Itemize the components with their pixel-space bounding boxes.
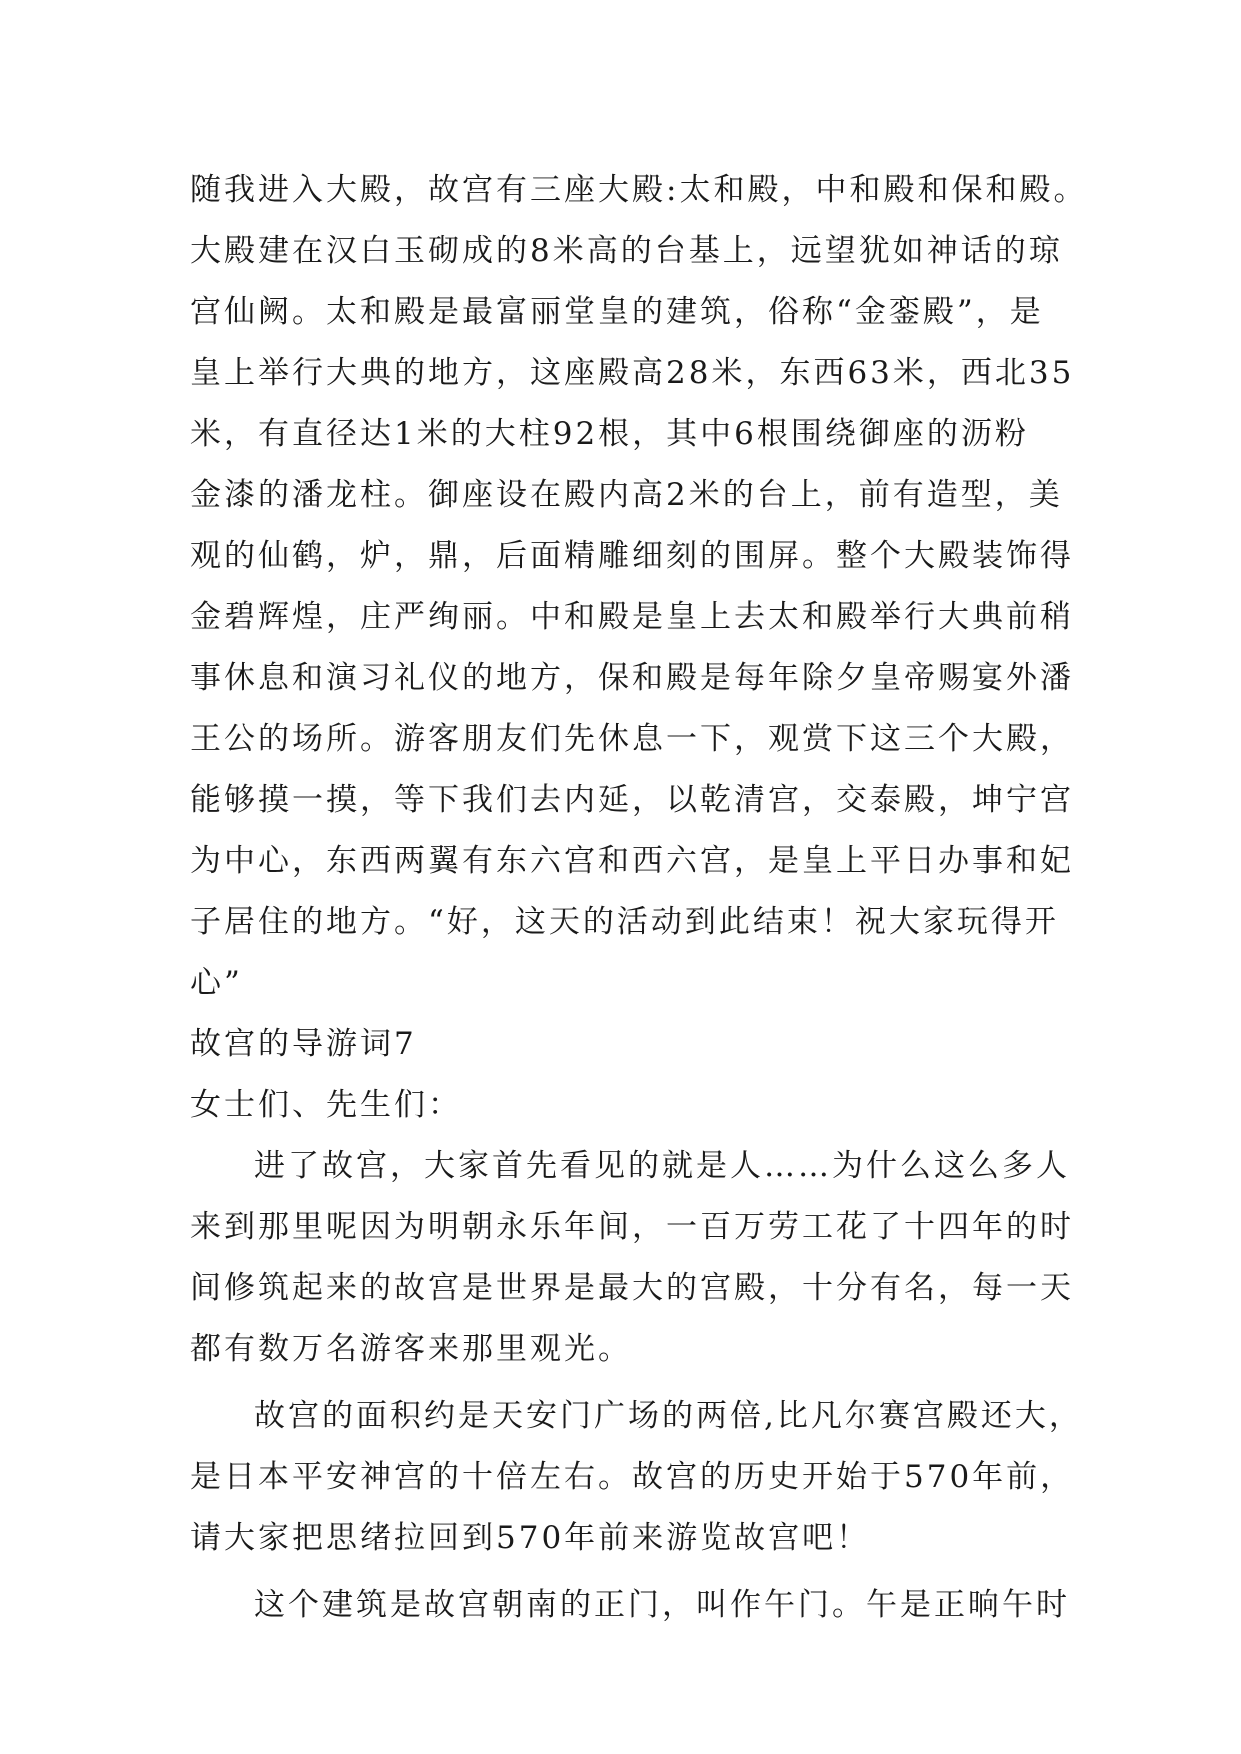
text-line: 间修筑起来的故宫是世界是最大的宫殿，十分有名，每一天 — [190, 1270, 1074, 1306]
text-line: 观的仙鹤，炉，鼎，后面精雕细刻的围屏。整个大殿装饰得 — [190, 538, 1074, 574]
text-line: 是日本平安神宫的十倍左右。故宫的历史开始于570年前， — [190, 1459, 1075, 1495]
document-body — [190, 160, 1088, 1636]
paragraph-visitors — [190, 1136, 1074, 1380]
text-line: 事休息和演习礼仪的地方，保和殿是每年除夕皇帝赐宴外潘 — [190, 660, 1074, 696]
paragraph-meridian-gate — [190, 1575, 1070, 1636]
text-line: 子居住的地方。“好，这天的活动到此结束！祝大家玩得开 — [190, 904, 1059, 940]
text-line: 故宫的面积约是天安门广场的两倍,比凡尔赛宫殿还大， — [254, 1398, 1083, 1434]
text-line: 进了故宫，大家首先看见的就是人……为什么这么多人 — [254, 1148, 1070, 1184]
text-line: 米，有直径达1米的大柱92根，其中6根围绕御座的沥粉 — [190, 416, 1029, 452]
text-line: 心” — [190, 965, 243, 1001]
text-line: 来到那里呢因为明朝永乐年间，一百万劳工花了十四年的时 — [190, 1209, 1074, 1245]
text-line: 能够摸一摸，等下我们去内延，以乾清宫，交泰殿，坤宁宫 — [190, 782, 1074, 818]
text-line: 请大家把思绪拉回到570年前来游览故宫吧！ — [190, 1520, 871, 1556]
paragraph-area-history — [190, 1386, 1083, 1569]
text-line: 皇上举行大典的地方，这座殿高28米，东西63米，西北35 — [190, 355, 1075, 391]
text-line: 随我进入大殿，故宫有三座大殿:太和殿，中和殿和保和殿。 — [190, 172, 1088, 208]
text-line: 都有数万名游客来那里观光。 — [190, 1331, 632, 1367]
text-line: 宫仙阙。太和殿是最富丽堂皇的建筑，俗称“金銮殿”，是 — [190, 294, 1044, 330]
text-line: 这个建筑是故宫朝南的正门，叫作午门。午是正晌午时 — [254, 1587, 1070, 1623]
text-line: 金漆的潘龙柱。御座设在殿内高2米的台上，前有造型，美 — [190, 477, 1063, 513]
salutation: 女士们、先生们： — [190, 1087, 462, 1123]
text-line: 王公的场所。游客朋友们先休息一下，观赏下这三个大殿， — [190, 721, 1074, 757]
text-line: 金碧辉煌，庄严绚丽。中和殿是皇上去太和殿举行大典前稍 — [190, 599, 1074, 635]
text-line: 为中心，东西两翼有东六宫和西六宫，是皇上平日办事和妃 — [190, 843, 1074, 879]
paragraph-palace-halls — [190, 160, 1088, 1014]
section-title: 故宫的导游词7 — [190, 1026, 417, 1062]
text-line: 大殿建在汉白玉砌成的8米高的台基上，远望犹如神话的琼 — [190, 233, 1063, 269]
